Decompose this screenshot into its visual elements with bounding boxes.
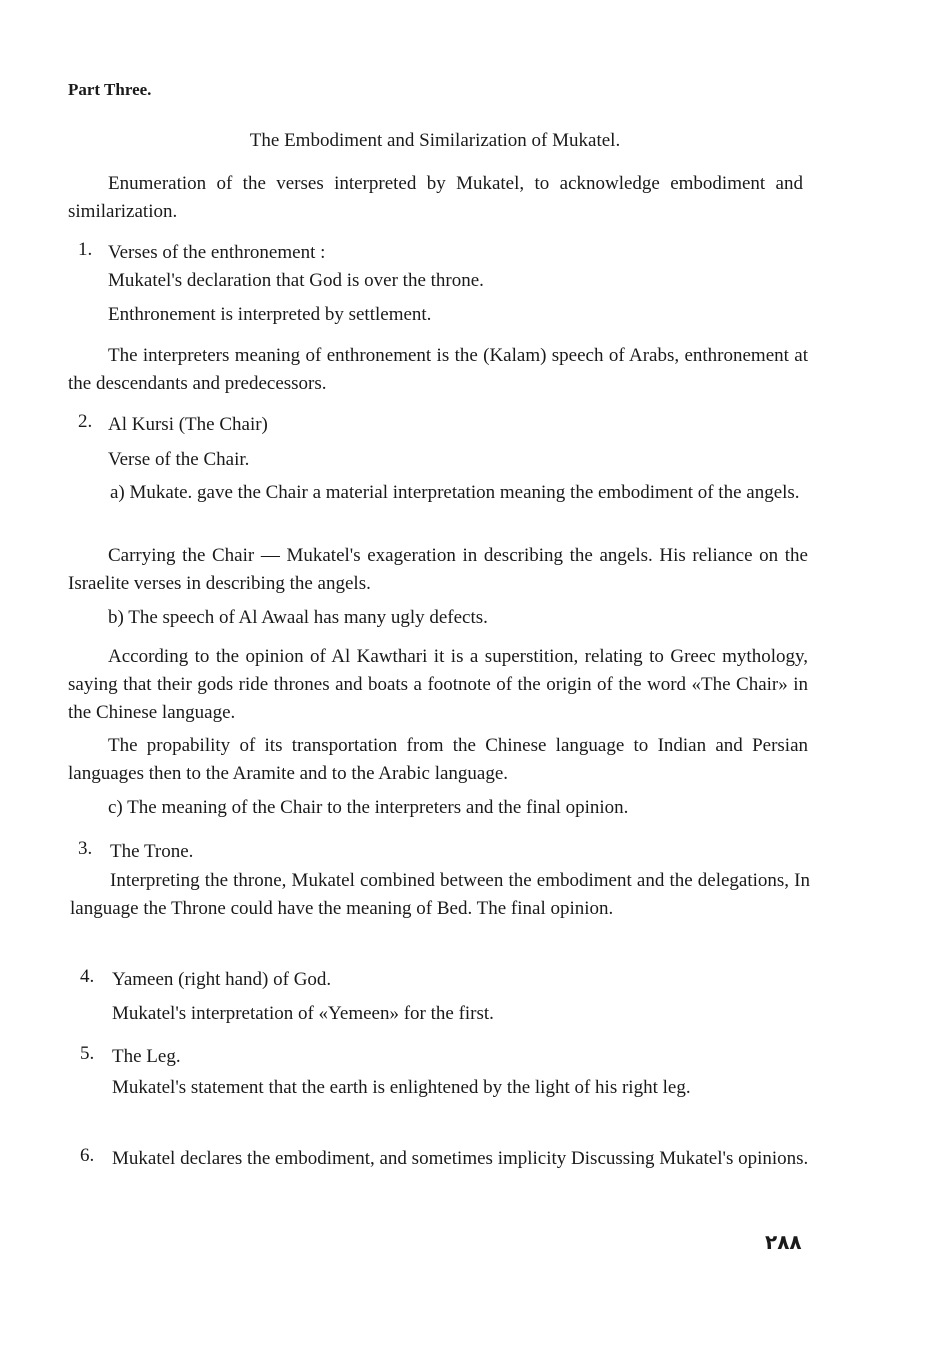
section-4-number: 4. bbox=[80, 966, 95, 987]
section-2-item-c: c) The meaning of the Chair to the interpreters and the final opinion. bbox=[108, 797, 629, 818]
part-label: Part Three. bbox=[68, 80, 152, 99]
section-4-line: Mukatel's interpretation of «Yemeen» for the first. bbox=[112, 1003, 494, 1024]
section-5-heading: The Leg. bbox=[112, 1046, 181, 1067]
section-1-line-2: Enthronement is interpreted by settlement. bbox=[108, 304, 432, 325]
section-2-item-b: b) The speech of Al Awaal has many ugly defects. bbox=[108, 607, 488, 628]
section-2-according: According to the opinion of Al Kawthari it is a superstition, relating to Greec mythology, saying that their gods ride thrones and boats a footnote of the origin of the word «The Chair» in the Chinese language. bbox=[68, 646, 808, 723]
section-6-number: 6. bbox=[80, 1145, 95, 1166]
page-title: The Embodiment and Similarization of Mukatel. bbox=[249, 130, 621, 151]
section-4-heading: Yameen (right hand) of God. bbox=[112, 969, 332, 990]
section-1-heading: Verses of the enthronement : bbox=[108, 242, 326, 263]
intro-paragraph: Enumeration of the verses interpreted by Mukatel, to acknowledge embodiment and similarization. bbox=[68, 173, 803, 222]
section-2-subheading: Verse of the Chair. bbox=[108, 449, 250, 470]
section-2-item-a: a) Mukate. gave the Chair a material interpretation meaning the embodiment of the angels. bbox=[110, 482, 800, 503]
section-5-paragraph: Mukatel's statement that the earth is enlightened by the light of his right leg. bbox=[112, 1077, 691, 1098]
section-3-paragraph: Interpreting the throne, Mukatel combined between the embodiment and the delegations, In language the Throne could have the meaning of Bed. The final opinion. bbox=[70, 870, 810, 919]
section-2-number: 2. bbox=[78, 411, 93, 432]
section-1-paragraph: The interpreters meaning of enthronement is the (Kalam) speech of Arabs, enthronement at the descendants and predecessors. bbox=[68, 345, 808, 394]
section-2-carrying: Carrying the Chair — Mukatel's exageration in describing the angels. His reliance on the Israelite verses in describing the angels. bbox=[68, 545, 808, 594]
section-2-propability: The propability of its transportation from the Chinese language to Indian and Persian languages then to the Aramite and to the Arabic language. bbox=[68, 735, 808, 784]
section-1-line-1: Mukatel's declaration that God is over the throne. bbox=[108, 270, 484, 291]
section-1-number: 1. bbox=[78, 239, 93, 260]
section-5-number: 5. bbox=[80, 1043, 95, 1064]
section-6-paragraph: Mukatel declares the embodiment, and sometimes implicity Discussing Mukatel's opinions. bbox=[112, 1148, 809, 1169]
section-2-heading: Al Kursi (The Chair) bbox=[108, 414, 268, 435]
page-number: ٢٨٨ bbox=[765, 1230, 802, 1254]
section-3-number: 3. bbox=[78, 838, 93, 859]
section-3-heading: The Trone. bbox=[110, 841, 194, 862]
